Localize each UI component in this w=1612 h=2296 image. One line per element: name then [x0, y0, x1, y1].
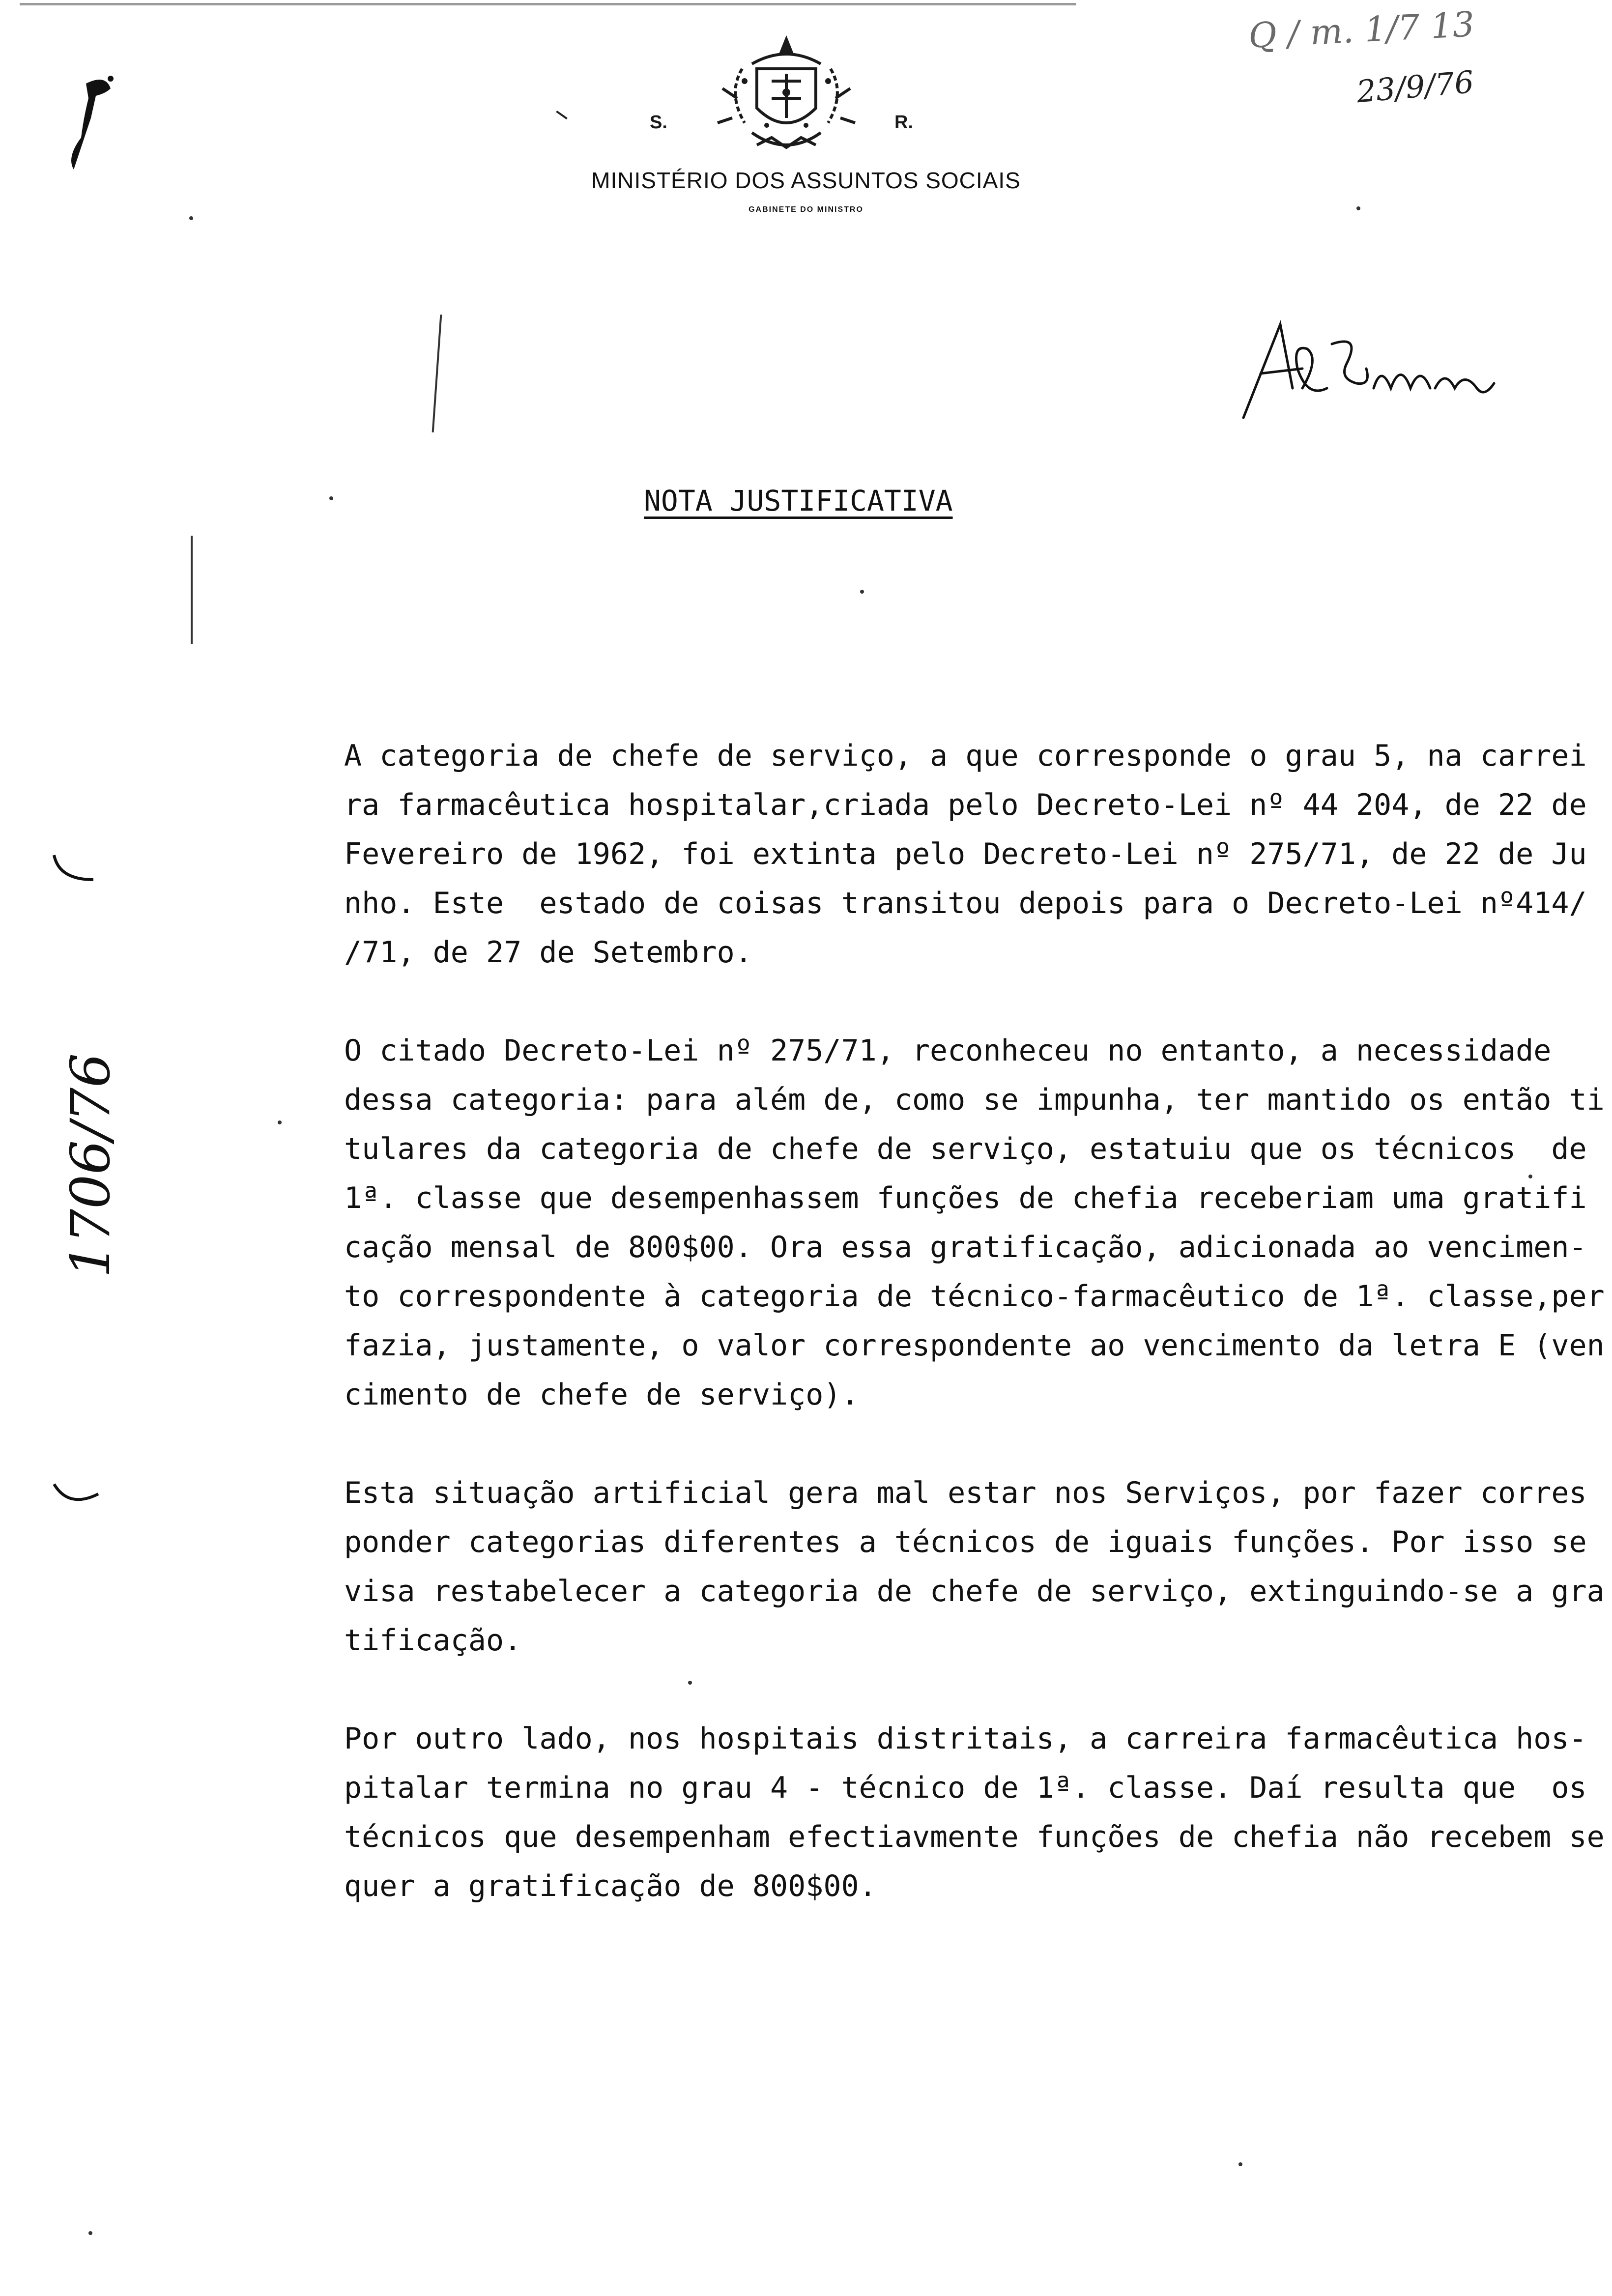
- text-line: cação mensal de 800$00. Ora essa gratificação, adicionada ao vencimen-: [344, 1230, 1587, 1264]
- text-line: to correspondente à categoria de técnico-farmacêutico de 1ª. classe,per: [344, 1279, 1605, 1314]
- text-line: tulares da categoria de chefe de serviço, estatuiu que os técnicos de: [344, 1132, 1587, 1166]
- scan-speck: [329, 496, 333, 500]
- text-line: tificação.: [344, 1623, 522, 1658]
- scan-speck: [1356, 206, 1360, 210]
- paragraph: [344, 1468, 1605, 1665]
- text-line: técnicos que desempenham efectiavmente funções de chefia não recebem se: [344, 1820, 1605, 1854]
- scan-speck: [1528, 1175, 1532, 1178]
- text-line: Por outro lado, nos hospitais distritais, a carreira farmacêutica hos-: [344, 1722, 1587, 1756]
- text-line: quer a gratificação de 800$00.: [344, 1869, 877, 1903]
- handwritten-reference: Q / m. 1/7 13: [1247, 4, 1476, 56]
- text-line: Esta situação artificial gera mal estar nos Serviços, por fazer corres: [344, 1476, 1587, 1510]
- scan-speck: [189, 216, 193, 220]
- handwritten-date: 23/9/76: [1355, 63, 1475, 110]
- scan-tick-mark: [556, 111, 568, 119]
- margin-handwritten-number: 1706/76: [59, 1053, 122, 1278]
- text-line: ponder categorias diferentes a técnicos de iguais funções. Por isso se: [344, 1525, 1587, 1559]
- handwritten-signature: [1234, 315, 1499, 428]
- text-line: nho. Este estado de coisas transitou depois para o Decreto-Lei nº414/: [344, 886, 1587, 920]
- pencil-stroke: [191, 536, 193, 644]
- paragraph: [344, 1026, 1605, 1419]
- header-initial-right: R.: [894, 112, 913, 133]
- scan-speck: [278, 1120, 282, 1124]
- margin-ink-mark: [61, 64, 120, 172]
- text-line: /71, de 27 de Setembro.: [344, 935, 752, 970]
- text-line: visa restabelecer a categoria de chefe de serviço, extinguindo-se a gra: [344, 1574, 1605, 1608]
- paragraph: [344, 1714, 1605, 1911]
- text-line: cimento de chefe de serviço).: [344, 1378, 859, 1412]
- text-line: 1ª. classe que desempenhassem funções de chefia receberiam uma gratifi: [344, 1181, 1587, 1215]
- text-line: O citado Decreto-Lei nº 275/71, reconheceu no entanto, a necessidade: [344, 1033, 1552, 1068]
- header-initial-left: S.: [650, 112, 667, 133]
- pencil-stroke: [432, 315, 442, 432]
- scan-speck: [688, 1681, 692, 1685]
- text-line: ra farmacêutica hospitalar,criada pelo Decreto-Lei nº 44 204, de 22 de: [344, 788, 1587, 822]
- scan-edge-line: [20, 3, 1076, 5]
- paragraph: [344, 731, 1587, 977]
- scan-speck: [860, 590, 864, 594]
- margin-bracket-mark: [49, 1474, 108, 1514]
- scan-speck: [88, 2231, 92, 2235]
- ministry-name: MINISTÉRIO DOS ASSUNTOS SOCIAIS: [591, 168, 1021, 193]
- document-body: [344, 731, 1605, 1960]
- margin-bracket-mark: [49, 850, 108, 890]
- text-line: pitalar termina no grau 4 - técnico de 1ª. classe. Daí resulta que os: [344, 1771, 1587, 1805]
- text-line: dessa categoria: para além de, como se impunha, ter mantido os então ti: [344, 1083, 1605, 1117]
- text-line: A categoria de chefe de serviço, a que corresponde o grau 5, na carrei: [344, 739, 1587, 773]
- text-line: Fevereiro de 1962, foi extinta pelo Decreto-Lei nº 275/71, de 22 de Ju: [344, 837, 1587, 871]
- cabinet-subtitle: GABINETE DO MINISTRO: [748, 205, 864, 214]
- text-line: fazia, justamente, o valor correspondente ao vencimento da letra E (ven: [344, 1328, 1605, 1363]
- scan-speck: [1238, 2162, 1242, 2166]
- coat-of-arms-emblem: [698, 34, 875, 162]
- document-title: NOTA JUSTIFICATIVA: [644, 484, 953, 517]
